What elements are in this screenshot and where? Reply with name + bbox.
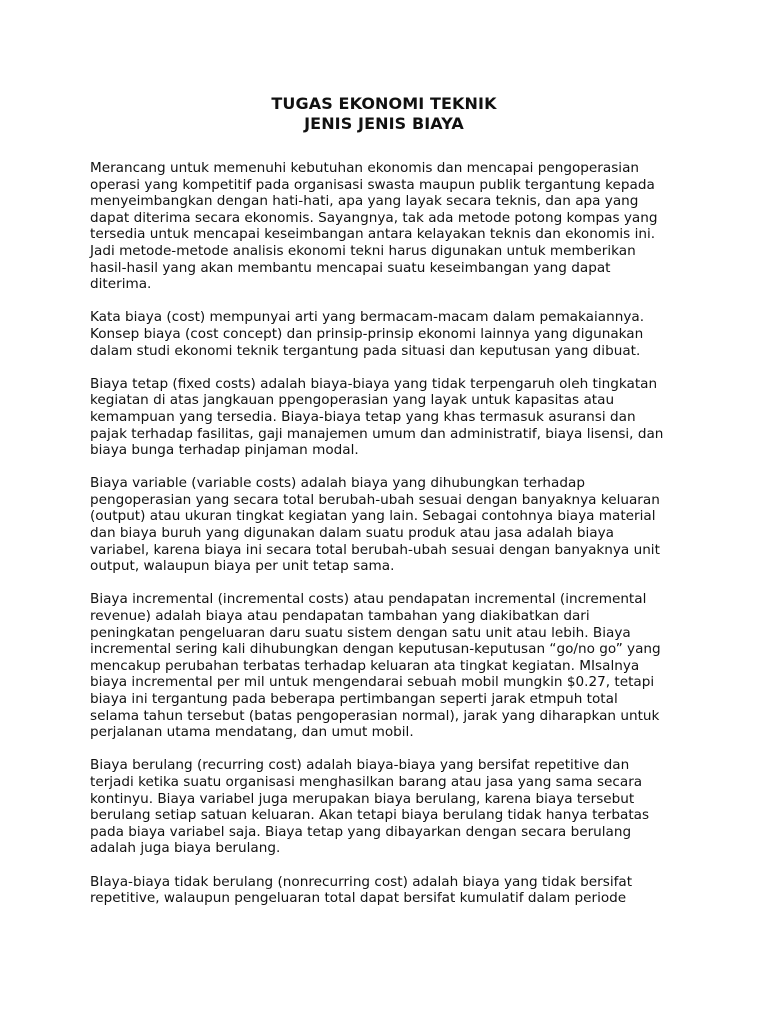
text-line: Biaya berulang (recurring cost) adalah biaya-biaya yang bersifat repetitive dan <box>90 757 630 774</box>
text-line: Biaya tetap (ﬁxed costs) adalah biaya-biaya yang tidak terpengaruh oleh tingkatan <box>90 375 658 392</box>
text-line: Biaya incremental (incremental costs) atau pendapatan incremental (incremental <box>90 591 647 608</box>
text-line: pada biaya variabel saja. Biaya tetap yang dibayarkan dengan secara berulang <box>90 823 632 840</box>
text-line: diterima. <box>90 276 152 293</box>
document-body <box>90 160 678 907</box>
document-title <box>90 94 678 134</box>
text-line: kegiatan di atas jangkauan ppengoperasian yang layak untuk kapasitas atau <box>90 392 615 409</box>
text-line: Kata biaya (cost) mempunyai arti yang bermacam-macam dalam pemakaiannya. <box>90 309 645 326</box>
text-line: biaya bunga terhadap pinjaman modal. <box>90 442 359 459</box>
text-line: output, walaupun biaya per unit tetap sama. <box>90 558 395 575</box>
paragraph <box>90 475 678 575</box>
text-line: pajak terhadap fasilitas, gaji manajemen umum dan administratif, biaya lisensi, dan <box>90 425 664 442</box>
text-line: menyeimbangkan dengan hati-hati, apa yang layak secara teknis, dan apa yang <box>90 193 639 210</box>
text-line: hasil-hasil yang akan membantu mencapai suatu keseimbangan yang dapat <box>90 259 611 276</box>
text-line: (output) atau ukuran tingkat kegiatan yang lain. Sebagai contohnya biaya material <box>90 508 656 525</box>
text-line: mencakup perubahan terbatas terhadap keluaran ata tingkat kegiatan. MIsalnya <box>90 657 640 674</box>
text-line: incremental sering kali dihubungkan dengan keputusan-keputusan “go/no go” yang <box>90 641 661 658</box>
text-line: biaya ini tergantung pada beberapa pertimbangan seperti jarak etmpuh total <box>90 691 618 707</box>
paragraph <box>90 757 678 857</box>
text-line: repetitive, walaupun pengeluaran total dapat bersifat kumulatif dalam periode <box>90 890 627 907</box>
title-line: TUGAS EKONOMI TEKNIK <box>271 94 497 113</box>
text-line: dan biaya buruh yang digunakan dalam suatu produk atau jasa adalah biaya <box>90 525 614 542</box>
text-line: variabel, karena biaya ini secara total berubah-ubah sesuai dengan banyaknya unit <box>90 541 660 558</box>
text-line: Biaya variable (variable costs) adalah biaya yang dihubungkan terhadap <box>90 475 585 492</box>
paragraph <box>90 309 678 359</box>
paragraph <box>90 591 678 740</box>
text-line: berulang setiap satuan keluaran. Akan tetapi biaya berulang tidak hanya terbatas <box>90 807 650 824</box>
paragraph <box>90 376 678 459</box>
text-line: kemampuan yang tersedia. Biaya-biaya tetap yang khas termasuk asuransi dan <box>90 408 636 425</box>
paragraph <box>90 160 678 293</box>
text-line: terjadi ketika suatu organisasi menghasilkan barang atau jasa yang sama secara <box>90 773 643 790</box>
text-line: revenue) adalah biaya atau pendapatan tambahan yang diakibatkan dari <box>90 608 590 625</box>
text-line: dapat diterima secara ekonomis. Sayangnya, tak ada metode potong kompas yang <box>90 209 658 226</box>
text-line: operasi yang kompetitif pada organisasi swasta maupun publik tergantung kepada <box>90 176 655 193</box>
text-line: Jadi metode-metode analisis ekonomi tekni harus digunakan untuk memberikan <box>90 242 636 259</box>
text-line: biaya incremental per mil untuk mengendarai sebuah mobil mungkin $0.27, tetapi <box>90 674 655 691</box>
text-line: kontinyu. Biaya variabel juga merupakan biaya berulang, karena biaya tersebut <box>90 790 635 807</box>
text-line: BIaya-biaya tidak berulang (nonrecurring cost) adalah biaya yang tidak bersifat <box>90 873 633 890</box>
text-line: tersedia untuk mencapai keseimbangan antara kelayakan teknis dan ekonomis ini. <box>90 226 656 243</box>
text-line: perjalanan utama mendatang, dan umut mobil. <box>90 724 414 741</box>
text-line: peningkatan pengeluaran daru suatu sistem dengan satu unit atau lebih. Biaya <box>90 624 631 641</box>
text-line: pengoperasian yang secara total berubah-ubah sesuai dengan banyaknya keluaran <box>90 491 660 508</box>
text-line: Merancang untuk memenuhi kebutuhan ekonomis dan mencapai pengoperasian <box>90 160 640 176</box>
text-line: selama tahun tersebut (batas pengoperasian normal), jarak yang diharapkan untuk <box>90 707 660 724</box>
text-line: dalam studi ekonomi teknik tergantung pada situasi dan keputusan yang dibuat. <box>90 342 641 359</box>
paragraph <box>90 874 678 907</box>
text-line: Konsep biaya (cost concept) dan prinsip-prinsip ekonomi lainnya yang digunakan <box>90 325 644 342</box>
subtitle-line: JENIS JENIS BIAYA <box>304 114 464 133</box>
text-line: adalah juga biaya berulang. <box>90 840 281 857</box>
